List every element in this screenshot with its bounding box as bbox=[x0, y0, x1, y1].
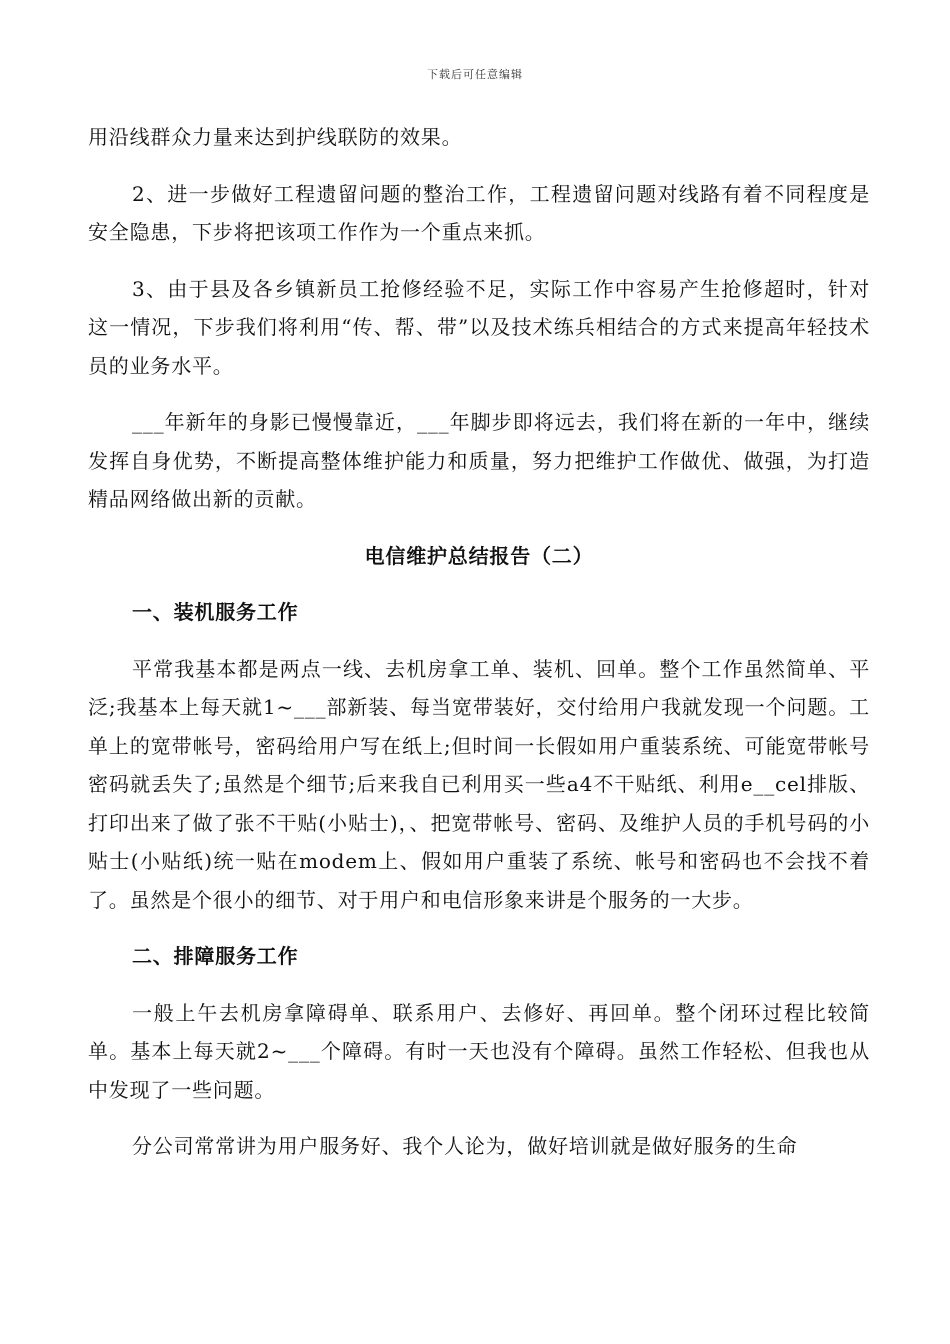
paragraph-closing: 分公司常常讲为用户服务好、我个人论为，做好培训就是做好服务的生命 bbox=[132, 1134, 798, 1158]
header-note: 下载后可任意编辑 bbox=[427, 68, 523, 81]
section-body-troubleshooting: 一般上午去机房拿障碍单、联系用户、去修好、再回单。整个闭环过程比较简单。基本上每天就2~___个障碍。有时一天也没有个障碍。虽然工作轻松、但我也从中发现了一些问题。 bbox=[88, 1000, 870, 1102]
paragraph-item-2: 2、进一步做好工程遗留问题的整治工作，工程遗留问题对线路有着不同程度是安全隐患，下步将把该项工作作为一个重点来抓。 bbox=[88, 181, 870, 244]
paragraph-continuation: 用沿线群众力量来达到护线联防的效果。 bbox=[88, 125, 463, 149]
document-body bbox=[88, 118, 870, 1184]
section-heading-troubleshooting: 二、排障服务工作 bbox=[132, 944, 299, 968]
paragraph-new-year: ___年新年的身影已慢慢靠近，___年脚步即将远去，我们将在新的一年中，继续发挥自身优势，不断提高整体维护能力和质量，努力把维护工作做优、做强，为打造精品网络做出新的贡献。 bbox=[88, 410, 870, 511]
section-heading-installation: 一、装机服务工作 bbox=[132, 600, 299, 624]
paragraph-item-3: 3、由于县及各乡镇新员工抢修经验不足，实际工作中容易产生抢修超时，针对这一情况，下步我们将利用“传、帮、带”以及技术练兵相结合的方式来提高年轻技术员的业务水平。 bbox=[88, 276, 870, 378]
report-title: 电信维护总结报告（二） bbox=[364, 543, 594, 568]
section-body-installation: 平常我基本都是两点一线、去机房拿工单、装机、回单。整个工作虽然简单、平泛;我基本上每天就1~___部新装、每当宽带装好，交付给用户我就发现一个问题。工单上的宽带帐号，密码给用户写在纸上;但时间一长假如用户重装系统、可能宽带帐号密码就丢失了;虽然是个细节;后来我自已利用买一些a4不干贴纸、利用e__cel排版、打印出来了做了张不干贴(小贴士)，、把宽带帐号、密码、及维护人员的手机号码的小贴士(小贴纸)统一贴在modem上、假如用户重装了系统、帐号和密码也不会找不着了。虽然是个很小的细节、对于用户和电信形象来讲是个服务的一大步。 bbox=[88, 656, 870, 912]
